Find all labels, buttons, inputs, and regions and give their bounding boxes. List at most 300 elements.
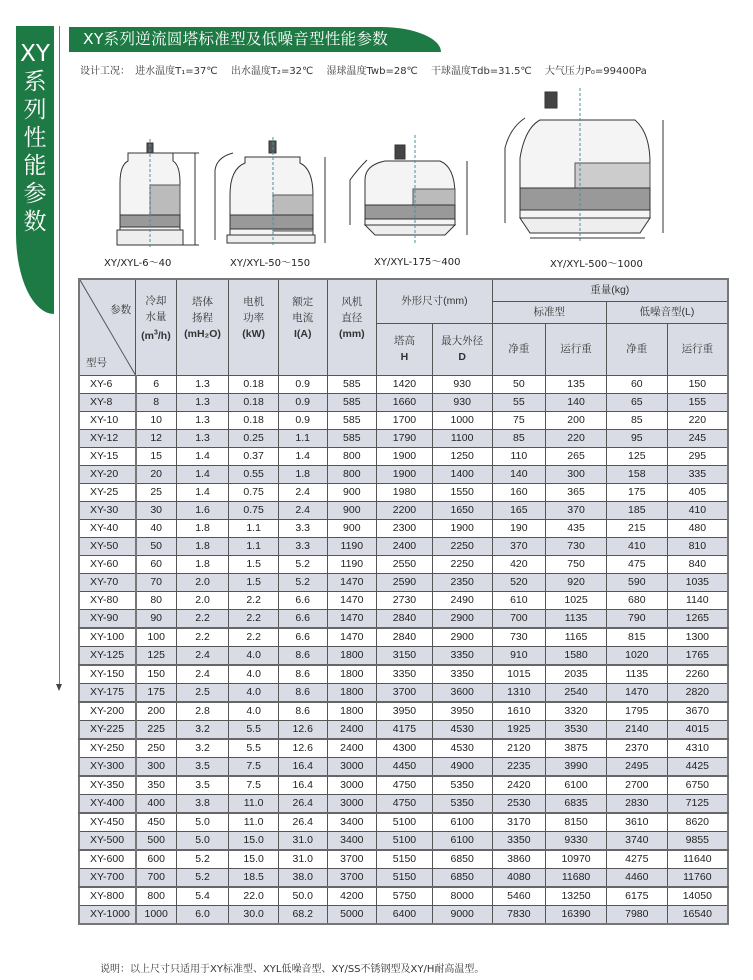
cell-height: 1660 xyxy=(377,393,433,411)
cell-std-net: 50 xyxy=(492,375,546,393)
cell-power: 1.5 xyxy=(229,573,279,591)
table-row xyxy=(79,794,728,813)
header-std-net-weight: 净重 xyxy=(492,323,546,375)
header-line: 功率 xyxy=(243,312,265,325)
side-divider-line xyxy=(59,26,60,686)
cell-std-net: 3860 xyxy=(492,850,546,869)
cell-power: 1.1 xyxy=(229,537,279,555)
cell-model: XY-200 xyxy=(79,702,136,721)
cell-current: 8.6 xyxy=(278,646,327,665)
header-ln-net-weight: 净重 xyxy=(606,323,667,375)
cell-std-operating: 920 xyxy=(546,573,607,591)
cell-model: XY-400 xyxy=(79,794,136,813)
cell-height: 2300 xyxy=(377,519,433,537)
cell-diameter: 5350 xyxy=(432,794,492,813)
cell-ln-operating: 405 xyxy=(667,483,728,501)
cell-height: 4175 xyxy=(377,720,433,739)
cell-power: 4.0 xyxy=(229,683,279,702)
cell-power: 4.0 xyxy=(229,702,279,721)
cell-height: 3950 xyxy=(377,702,433,721)
cell-diameter: 4530 xyxy=(432,739,492,758)
cell-diameter: 930 xyxy=(432,375,492,393)
cell-current: 6.6 xyxy=(278,609,327,628)
table-row xyxy=(79,905,728,924)
header-low-noise-type: 低噪音型(L) xyxy=(606,301,728,323)
cell-diameter: 2490 xyxy=(432,591,492,609)
cell-ln-net: 6175 xyxy=(606,887,667,906)
header-unit: I(A) xyxy=(293,328,312,341)
spec-table-body xyxy=(79,375,728,924)
cell-head: 5.0 xyxy=(176,813,229,832)
cell-fan: 585 xyxy=(327,411,377,429)
cell-std-net: 85 xyxy=(492,429,546,447)
cell-model: XY-30 xyxy=(79,501,136,519)
cell-flow: 15 xyxy=(136,447,176,465)
cell-std-net: 7830 xyxy=(492,905,546,924)
cell-power: 5.5 xyxy=(229,720,279,739)
cell-fan: 900 xyxy=(327,501,377,519)
cell-height: 5150 xyxy=(377,868,433,887)
cell-std-operating: 1580 xyxy=(546,646,607,665)
figure-caption: XY/XYL-500～1000 xyxy=(550,259,643,270)
table-row xyxy=(79,646,728,665)
cell-std-net: 190 xyxy=(492,519,546,537)
cell-current: 3.3 xyxy=(278,519,327,537)
cell-current: 1.4 xyxy=(278,447,327,465)
cell-std-net: 160 xyxy=(492,483,546,501)
cell-std-net: 165 xyxy=(492,501,546,519)
cell-model: XY-40 xyxy=(79,519,136,537)
cell-std-operating: 3875 xyxy=(546,739,607,758)
cell-std-operating: 9330 xyxy=(546,831,607,850)
cell-current: 2.4 xyxy=(278,501,327,519)
cell-model: XY-25 xyxy=(79,483,136,501)
cell-power: 2.2 xyxy=(229,628,279,647)
figure-caption: XY/XYL-6～40 xyxy=(104,258,172,269)
cell-std-operating: 10970 xyxy=(546,850,607,869)
cell-height: 2730 xyxy=(377,591,433,609)
cell-ln-net: 215 xyxy=(606,519,667,537)
cell-ln-operating: 220 xyxy=(667,411,728,429)
table-row xyxy=(79,591,728,609)
header-line: 冷却 xyxy=(145,295,167,307)
cell-fan: 585 xyxy=(327,429,377,447)
cell-power: 5.5 xyxy=(229,739,279,758)
cell-head: 2.0 xyxy=(176,573,229,591)
table-row xyxy=(79,868,728,887)
cell-ln-net: 2700 xyxy=(606,776,667,795)
cell-std-operating: 750 xyxy=(546,555,607,573)
cell-head: 1.8 xyxy=(176,519,229,537)
cell-std-net: 3170 xyxy=(492,813,546,832)
conditions-label: 设计工况： xyxy=(80,66,130,77)
cell-ln-net: 85 xyxy=(606,411,667,429)
cell-std-net: 730 xyxy=(492,628,546,647)
header-motor-power xyxy=(229,279,279,375)
cell-current: 16.4 xyxy=(278,757,327,776)
cell-diameter: 3350 xyxy=(432,665,492,684)
cell-diameter: 2350 xyxy=(432,573,492,591)
cell-height: 2590 xyxy=(377,573,433,591)
header-model-label: 型号 xyxy=(86,356,107,369)
cell-fan: 5000 xyxy=(327,905,377,924)
cell-power: 22.0 xyxy=(229,887,279,906)
table-row xyxy=(79,447,728,465)
cell-flow: 600 xyxy=(136,850,176,869)
cell-std-operating: 200 xyxy=(546,411,607,429)
cell-power: 0.75 xyxy=(229,483,279,501)
header-line: 直径 xyxy=(341,312,363,325)
cell-std-operating: 13250 xyxy=(546,887,607,906)
cell-std-net: 910 xyxy=(492,646,546,665)
cell-head: 5.2 xyxy=(176,850,229,869)
cell-ln-net: 2495 xyxy=(606,757,667,776)
cell-height: 2840 xyxy=(377,628,433,647)
cell-head: 3.8 xyxy=(176,794,229,813)
cell-current: 8.6 xyxy=(278,665,327,684)
cell-fan: 3000 xyxy=(327,757,377,776)
cell-std-operating: 265 xyxy=(546,447,607,465)
cell-height: 1900 xyxy=(377,465,433,483)
cell-std-operating: 2035 xyxy=(546,665,607,684)
header-weight-label: 重量(kg) xyxy=(590,284,630,297)
cell-ln-operating: 1300 xyxy=(667,628,728,647)
cell-head: 2.4 xyxy=(176,646,229,665)
cell-current: 5.2 xyxy=(278,555,327,573)
cell-fan: 1800 xyxy=(327,702,377,721)
cell-flow: 25 xyxy=(136,483,176,501)
cell-current: 2.4 xyxy=(278,483,327,501)
cell-flow: 6 xyxy=(136,375,176,393)
cell-head: 3.5 xyxy=(176,757,229,776)
cell-model: XY-20 xyxy=(79,465,136,483)
cell-diameter: 1400 xyxy=(432,465,492,483)
cell-height: 2840 xyxy=(377,609,433,628)
cell-height: 1420 xyxy=(377,375,433,393)
cell-ln-operating: 7125 xyxy=(667,794,728,813)
cell-ln-net: 2140 xyxy=(606,720,667,739)
condition-wet-bulb: 湿球温度Twb=28℃ xyxy=(326,66,418,77)
cell-flow: 100 xyxy=(136,628,176,647)
cell-std-net: 2235 xyxy=(492,757,546,776)
cell-current: 6.6 xyxy=(278,591,327,609)
cell-current: 0.9 xyxy=(278,375,327,393)
cell-model: XY-250 xyxy=(79,739,136,758)
cell-model: XY-90 xyxy=(79,609,136,628)
cell-std-operating: 2540 xyxy=(546,683,607,702)
cell-power: 4.0 xyxy=(229,646,279,665)
table-row xyxy=(79,628,728,647)
cell-model: XY-125 xyxy=(79,646,136,665)
cell-height: 2550 xyxy=(377,555,433,573)
cell-std-net: 110 xyxy=(492,447,546,465)
cell-fan: 3700 xyxy=(327,868,377,887)
cell-flow: 500 xyxy=(136,831,176,850)
header-cooling-flow xyxy=(136,279,176,375)
cell-flow: 175 xyxy=(136,683,176,702)
cell-model: XY-300 xyxy=(79,757,136,776)
condition-dry-bulb: 干球温度Tdb=31.5℃ xyxy=(430,66,532,77)
cell-std-net: 1610 xyxy=(492,702,546,721)
header-tower-head xyxy=(176,279,229,375)
header-line: 电流 xyxy=(292,312,314,325)
cell-current: 8.6 xyxy=(278,683,327,702)
cell-ln-net: 2830 xyxy=(606,794,667,813)
header-line: 扬程 xyxy=(191,312,213,325)
cell-ln-operating: 2820 xyxy=(667,683,728,702)
cell-fan: 585 xyxy=(327,393,377,411)
cell-fan: 1470 xyxy=(327,591,377,609)
cell-power: 2.2 xyxy=(229,591,279,609)
cell-current: 1.1 xyxy=(278,429,327,447)
cell-ln-operating: 4310 xyxy=(667,739,728,758)
cell-height: 3350 xyxy=(377,665,433,684)
cell-model: XY-50 xyxy=(79,537,136,555)
cell-model: XY-800 xyxy=(79,887,136,906)
cell-model: XY-350 xyxy=(79,776,136,795)
cell-power: 1.1 xyxy=(229,519,279,537)
cooling-tower-large-icon xyxy=(345,125,475,243)
cell-head: 2.0 xyxy=(176,591,229,609)
cell-head: 1.4 xyxy=(176,447,229,465)
cell-height: 4450 xyxy=(377,757,433,776)
cell-ln-operating: 810 xyxy=(667,537,728,555)
cell-current: 26.4 xyxy=(278,794,327,813)
side-tab-char: 数 xyxy=(23,209,47,235)
cell-model: XY-100 xyxy=(79,628,136,647)
cell-diameter: 1900 xyxy=(432,519,492,537)
cell-power: 0.25 xyxy=(229,429,279,447)
cell-height: 4300 xyxy=(377,739,433,758)
cell-fan: 3400 xyxy=(327,831,377,850)
header-max-diameter xyxy=(432,323,492,375)
table-row xyxy=(79,683,728,702)
cell-model: XY-175 xyxy=(79,683,136,702)
cell-ln-net: 65 xyxy=(606,393,667,411)
cell-fan: 1800 xyxy=(327,646,377,665)
cell-model: XY-8 xyxy=(79,393,136,411)
cell-ln-operating: 16540 xyxy=(667,905,728,924)
cell-current: 50.0 xyxy=(278,887,327,906)
side-section-tab xyxy=(16,26,54,314)
cell-diameter: 3350 xyxy=(432,646,492,665)
cell-current: 16.4 xyxy=(278,776,327,795)
cell-height: 4750 xyxy=(377,776,433,795)
cell-head: 6.0 xyxy=(176,905,229,924)
cell-power: 0.55 xyxy=(229,465,279,483)
cell-flow: 700 xyxy=(136,868,176,887)
cell-current: 0.9 xyxy=(278,393,327,411)
side-tab-char: 列 xyxy=(23,97,47,123)
table-row xyxy=(79,757,728,776)
cell-head: 3.2 xyxy=(176,739,229,758)
condition-pressure: 大气压力P₀=99400Pa xyxy=(544,66,647,77)
cell-height: 4750 xyxy=(377,794,433,813)
cell-head: 1.3 xyxy=(176,375,229,393)
cell-flow: 350 xyxy=(136,776,176,795)
cell-std-net: 5460 xyxy=(492,887,546,906)
cell-flow: 30 xyxy=(136,501,176,519)
footnote: 说明：以上尺寸只适用于XY标准型、XYL低噪音型、XY/SS不锈钢型及XY/H耐高温型。 xyxy=(100,964,485,975)
cell-power: 30.0 xyxy=(229,905,279,924)
cell-current: 12.6 xyxy=(278,720,327,739)
cell-std-operating: 435 xyxy=(546,519,607,537)
cell-diameter: 8000 xyxy=(432,887,492,906)
cell-std-operating: 1135 xyxy=(546,609,607,628)
cell-flow: 8 xyxy=(136,393,176,411)
header-dimensions xyxy=(377,279,492,323)
cell-std-operating: 135 xyxy=(546,375,607,393)
cell-height: 1900 xyxy=(377,447,433,465)
cell-diameter: 6850 xyxy=(432,850,492,869)
cell-power: 0.18 xyxy=(229,411,279,429)
page-title-banner xyxy=(69,27,441,52)
cell-current: 0.9 xyxy=(278,411,327,429)
cell-ln-net: 4275 xyxy=(606,850,667,869)
cell-height: 6400 xyxy=(377,905,433,924)
figure-caption: XY/XYL-175～400 xyxy=(374,257,461,268)
cell-current: 68.2 xyxy=(278,905,327,924)
cell-std-operating: 3990 xyxy=(546,757,607,776)
header-unit: (kW) xyxy=(242,328,265,341)
side-tab-char: 性 xyxy=(23,125,47,151)
cell-diameter: 930 xyxy=(432,393,492,411)
cell-ln-operating: 480 xyxy=(667,519,728,537)
cell-head: 1.6 xyxy=(176,501,229,519)
cell-fan: 4200 xyxy=(327,887,377,906)
cell-current: 31.0 xyxy=(278,850,327,869)
cell-model: XY-600 xyxy=(79,850,136,869)
cell-ln-net: 158 xyxy=(606,465,667,483)
cell-std-net: 610 xyxy=(492,591,546,609)
cell-height: 2400 xyxy=(377,537,433,555)
cell-std-operating: 220 xyxy=(546,429,607,447)
cell-std-net: 370 xyxy=(492,537,546,555)
cell-std-net: 2120 xyxy=(492,739,546,758)
cell-fan: 1800 xyxy=(327,665,377,684)
header-unit: H xyxy=(400,351,409,363)
table-row xyxy=(79,393,728,411)
table-row xyxy=(79,720,728,739)
side-tab-char: 系 xyxy=(23,69,47,95)
table-row xyxy=(79,609,728,628)
cell-fan: 900 xyxy=(327,483,377,501)
cell-current: 6.6 xyxy=(278,628,327,647)
cell-std-operating: 16390 xyxy=(546,905,607,924)
cell-model: XY-1000 xyxy=(79,905,136,924)
cell-head: 2.4 xyxy=(176,665,229,684)
header-line: 电机 xyxy=(243,296,265,309)
cell-std-net: 1310 xyxy=(492,683,546,702)
cell-power: 0.18 xyxy=(229,375,279,393)
cell-ln-net: 790 xyxy=(606,609,667,628)
cell-std-operating: 300 xyxy=(546,465,607,483)
cell-std-net: 420 xyxy=(492,555,546,573)
figure-caption: XY/XYL-50～150 xyxy=(230,258,311,269)
table-row xyxy=(79,813,728,832)
cell-diameter: 2250 xyxy=(432,555,492,573)
cell-ln-operating: 8620 xyxy=(667,813,728,832)
cell-fan: 800 xyxy=(327,465,377,483)
cell-ln-net: 1020 xyxy=(606,646,667,665)
cell-current: 26.4 xyxy=(278,813,327,832)
cell-power: 18.5 xyxy=(229,868,279,887)
cell-diameter: 6100 xyxy=(432,813,492,832)
cell-head: 2.2 xyxy=(176,628,229,647)
cell-ln-operating: 1765 xyxy=(667,646,728,665)
cell-flow: 12 xyxy=(136,429,176,447)
cell-power: 1.5 xyxy=(229,555,279,573)
side-tab-char: XY xyxy=(20,41,50,67)
cell-diameter: 6100 xyxy=(432,831,492,850)
cell-head: 1.3 xyxy=(176,393,229,411)
cell-ln-operating: 2260 xyxy=(667,665,728,684)
cell-head: 5.0 xyxy=(176,831,229,850)
cell-fan: 1190 xyxy=(327,555,377,573)
cell-fan: 2400 xyxy=(327,720,377,739)
cell-fan: 900 xyxy=(327,519,377,537)
cooling-tower-medium-icon xyxy=(205,135,330,247)
cell-fan: 1470 xyxy=(327,628,377,647)
cell-fan: 1800 xyxy=(327,683,377,702)
table-row xyxy=(79,776,728,795)
condition-outlet-temp: 出水温度T₂=32℃ xyxy=(230,66,314,77)
cell-ln-net: 1795 xyxy=(606,702,667,721)
cell-ln-operating: 150 xyxy=(667,375,728,393)
page-title: XY系列逆流圆塔标准型及低噪音型性能参数 xyxy=(83,30,389,48)
cell-power: 0.18 xyxy=(229,393,279,411)
cell-ln-net: 1135 xyxy=(606,665,667,684)
cell-std-net: 55 xyxy=(492,393,546,411)
cell-ln-net: 125 xyxy=(606,447,667,465)
header-line: 最大外径 xyxy=(441,335,484,347)
cell-current: 8.6 xyxy=(278,702,327,721)
cell-height: 1700 xyxy=(377,411,433,429)
cell-height: 1980 xyxy=(377,483,433,501)
cell-ln-operating: 245 xyxy=(667,429,728,447)
cell-height: 1790 xyxy=(377,429,433,447)
cell-fan: 3700 xyxy=(327,850,377,869)
cell-ln-operating: 11760 xyxy=(667,868,728,887)
cell-ln-operating: 6750 xyxy=(667,776,728,795)
cell-height: 5100 xyxy=(377,831,433,850)
cell-ln-operating: 410 xyxy=(667,501,728,519)
cell-height: 3700 xyxy=(377,683,433,702)
cell-ln-operating: 840 xyxy=(667,555,728,573)
cell-head: 1.4 xyxy=(176,483,229,501)
cell-model: XY-80 xyxy=(79,591,136,609)
cell-ln-operating: 335 xyxy=(667,465,728,483)
cell-current: 12.6 xyxy=(278,739,327,758)
cell-ln-net: 680 xyxy=(606,591,667,609)
cell-model: XY-6 xyxy=(79,375,136,393)
cell-ln-net: 475 xyxy=(606,555,667,573)
cell-flow: 70 xyxy=(136,573,176,591)
cell-model: XY-700 xyxy=(79,868,136,887)
header-line: 风机 xyxy=(341,296,363,309)
cell-diameter: 3950 xyxy=(432,702,492,721)
cell-fan: 1470 xyxy=(327,573,377,591)
cell-head: 1.4 xyxy=(176,465,229,483)
cell-std-net: 2530 xyxy=(492,794,546,813)
cell-ln-net: 7980 xyxy=(606,905,667,924)
cell-std-operating: 6100 xyxy=(546,776,607,795)
cell-fan: 3000 xyxy=(327,794,377,813)
cell-flow: 40 xyxy=(136,519,176,537)
cell-head: 5.2 xyxy=(176,868,229,887)
cell-flow: 90 xyxy=(136,609,176,628)
cell-power: 2.2 xyxy=(229,609,279,628)
